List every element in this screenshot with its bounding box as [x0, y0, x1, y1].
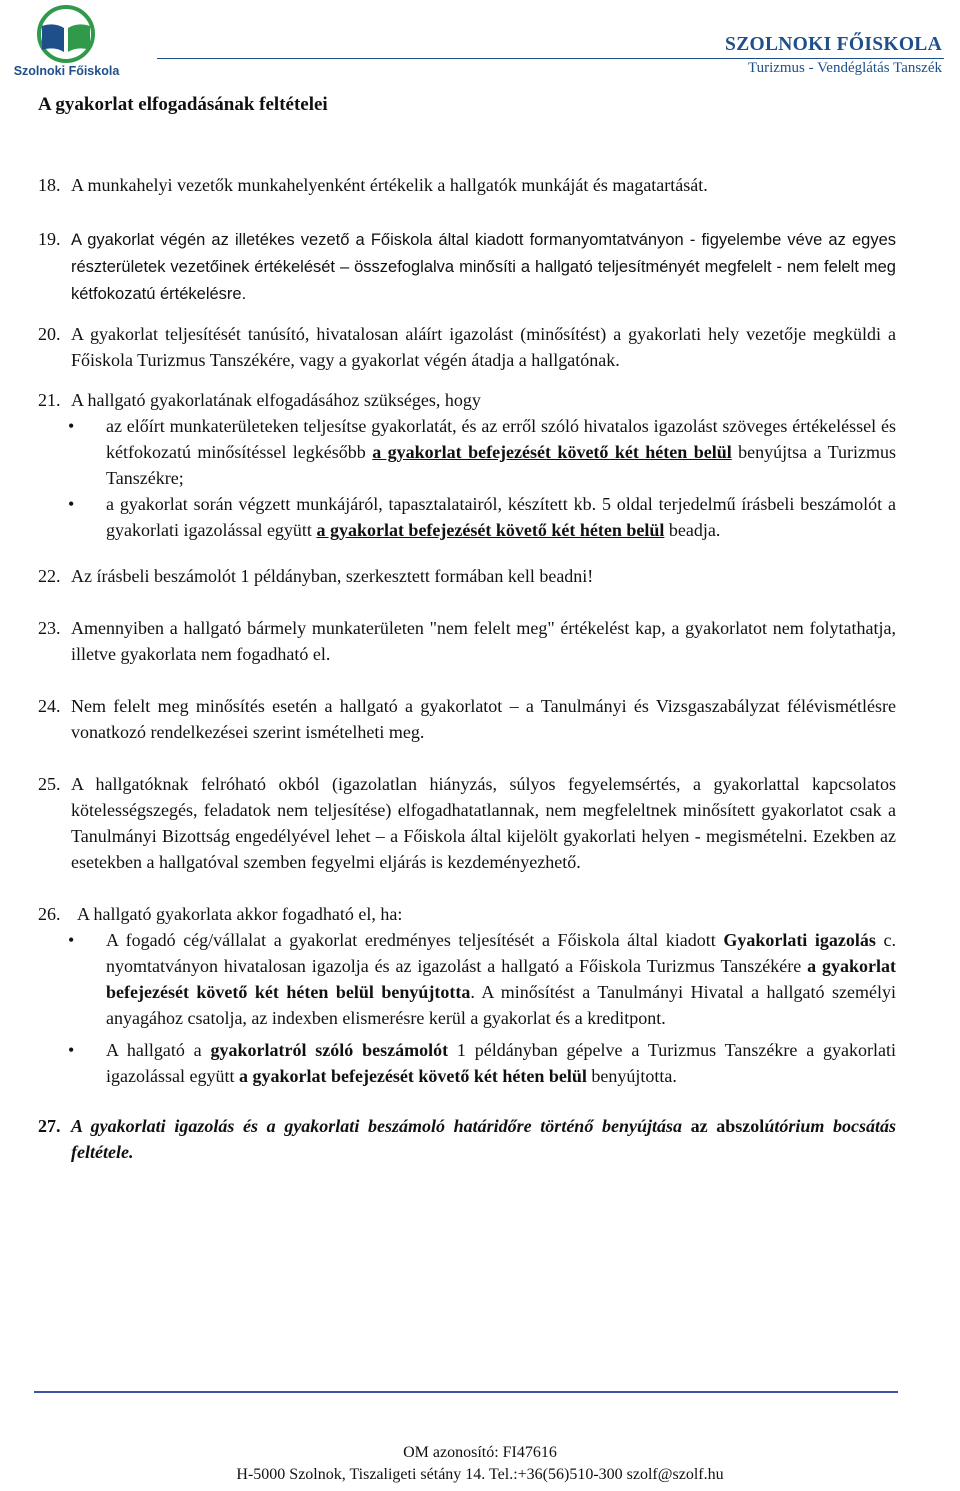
- item-text-emphasis: A gyakorlati igazolás és a gyakorlati beszámoló határidőre történő benyújtása: [71, 1116, 682, 1136]
- item-intro: [38, 387, 896, 413]
- bullet-item: [38, 413, 896, 491]
- bullet-text: benyújtotta.: [586, 1066, 677, 1086]
- item-number: 25.: [38, 774, 61, 794]
- report-emphasis: gyakorlatról szóló beszámolót: [210, 1040, 449, 1060]
- form-name-emphasis: Gyakorlati igazolás: [723, 930, 876, 950]
- document-body: [38, 172, 896, 1165]
- item-text-emphasis: útórium bocsátás feltétele.: [71, 1116, 897, 1162]
- item-text: A hallgatóknak felróható okból (igazolatlan hiányzás, súlyos fegyelemsértés, a gyakorlattal kapcsolatos kötelességszegés, feladatok nem teljesítése) elfogadhatatlannak, nem megfeleltnek minősített gyakorlatot csak a Tanulmányi Bizottság engedélyével lehet – a Főiskola által kijelölt gyakorlati helyen - megismételni. Ezekben az esetekben a hallgatóval szemben fegyelmi eljárás is kezdeményezhető.: [71, 774, 896, 872]
- item-text: A hallgató gyakorlata akkor fogadható el, ha:: [77, 904, 403, 924]
- item-number: 24.: [38, 696, 61, 716]
- list-item-19: [38, 226, 896, 307]
- bullet-text: c. nyomtatványon hivatalosan igazolja és az igazolást a hallgató a Főiskola Turizmus Tanszékére: [106, 930, 896, 976]
- logo-text: Szolnoki Főiskola: [13, 64, 120, 78]
- item-number: 19.: [38, 229, 61, 249]
- bullet-text: 1 példányban gépelve a Turizmus Tanszékre a gyakorlati igazolással együtt: [106, 1040, 896, 1086]
- item-text: A munkahelyi vezetők munkahelyenként értékelik a hallgatók munkáját és magatartását.: [71, 175, 708, 195]
- list-item-26: [38, 901, 896, 1089]
- page-title: A gyakorlat elfogadásának feltételei: [38, 94, 328, 115]
- item-number: 21.: [38, 390, 61, 410]
- deadline-emphasis: a gyakorlat befejezését követő két héten belül: [372, 442, 732, 462]
- list-item-25: [38, 771, 896, 875]
- item-number: 27.: [38, 1116, 61, 1136]
- item-text: A hallgató gyakorlatának elfogadásához szükséges, hogy: [71, 390, 481, 410]
- list-item-24: [38, 693, 896, 745]
- item-text: Amennyiben a hallgató bármely munkaterületen "nem felelt meg" értékelést kap, a gyakorlatot nem folytathatja, illetve gyakorlata nem fogadható el.: [71, 618, 896, 664]
- list-item-21: [38, 387, 896, 543]
- list-item-20: [38, 321, 896, 373]
- item-intro: [38, 901, 896, 927]
- bullet-text: az előírt munkaterületeken teljesítse gyakorlatát, és az erről szóló hivatalos igazolást szöveges értékeléssel és kétfokozatú minősítéssel legkésőbb: [106, 416, 896, 462]
- header-institution: [725, 34, 942, 56]
- bullet-text: benyújtsa a Turizmus Tanszékre;: [106, 442, 896, 488]
- list-item-22: [38, 563, 896, 589]
- bullet-list: [38, 927, 896, 1089]
- bullet-item: [38, 491, 896, 543]
- bullet-item: [38, 927, 896, 1031]
- item-text: A gyakorlat teljesítését tanúsító, hivatalosan aláírt igazolást (minősítést) a gyakorlati hely vezetője megküldi a Főiskola Turizmus Tanszékére, vagy a gyakorlat végén átadja a hallgatónak.: [71, 324, 896, 370]
- bullet-list: [38, 413, 896, 543]
- list-item-18: [38, 172, 896, 198]
- list-item-27: [38, 1113, 896, 1165]
- item-text: Az írásbeli beszámolót 1 példányban, szerkesztett formában kell beadni!: [71, 566, 594, 586]
- list-item-23: [38, 615, 896, 667]
- item-text: Nem felelt meg minősítés esetén a hallgató a gyakorlatot – a Tanulmányi és Vizsgaszabályzat félévismétlésre vonatkozó rendelkezései szerint ismételheti meg.: [71, 696, 896, 742]
- item-number: 26.: [38, 904, 61, 924]
- item-text: A gyakorlat végén az illetékes vezető a Főiskola által kiadott formanyomtatványon - figyelembe véve az egyes részterületek vezetőinek értékelését – összefoglalva minősíti a hallgató teljesítményét megfelelt - nem felelt meg kétfokozatú értékelésre.: [71, 231, 896, 303]
- item-number: 22.: [38, 566, 61, 586]
- bullet-text: a gyakorlat során végzett munkájáról, tapasztalatairól, készített kb. 5 oldal terjedelmű írásbeli beszámolót a gyakorlati igazolással együtt: [106, 494, 896, 540]
- institution-logo: [4, 4, 129, 80]
- deadline-emphasis: a gyakorlat befejezését követő két héten belül: [238, 1066, 587, 1086]
- footer-om-id: OM azonosító: FI47616: [403, 1444, 557, 1461]
- bullet-text: . A minősítést a Tanulmányi Hivatal a hallgató személyi anyagához csatolja, az indexben elismerésre kerül a gyakorlat és a kreditpont.: [106, 982, 896, 1028]
- department-name: Turizmus - Vendéglátás Tanszék: [747, 60, 942, 76]
- item-number: 23.: [38, 618, 61, 638]
- book-logo-icon: [4, 4, 129, 64]
- item-number: 20.: [38, 324, 61, 344]
- bullet-text: beadja.: [664, 520, 721, 540]
- header-divider: [157, 58, 944, 59]
- bullet-text: A hallgató a: [106, 1040, 211, 1060]
- deadline-emphasis: a gyakorlat befejezését követő két héten belül benyújtotta: [106, 956, 896, 1002]
- footer-address: H-5000 Szolnok, Tiszaligeti sétány 14. Tel.:+36(56)510-300 szolf@szolf.hu: [236, 1466, 724, 1483]
- bullet-item: [38, 1037, 896, 1089]
- bullet-text: A fogadó cég/vállalat a gyakorlat eredményes teljesítését a Főiskola által kiadott: [106, 930, 724, 950]
- footer-divider: [34, 1391, 898, 1393]
- deadline-emphasis: a gyakorlat befejezését követő két héten belül: [316, 520, 665, 540]
- institution-name: SZOLNOKI FŐISKOLA: [725, 34, 942, 55]
- item-text: az abszol: [681, 1116, 765, 1136]
- item-number: 18.: [38, 175, 61, 195]
